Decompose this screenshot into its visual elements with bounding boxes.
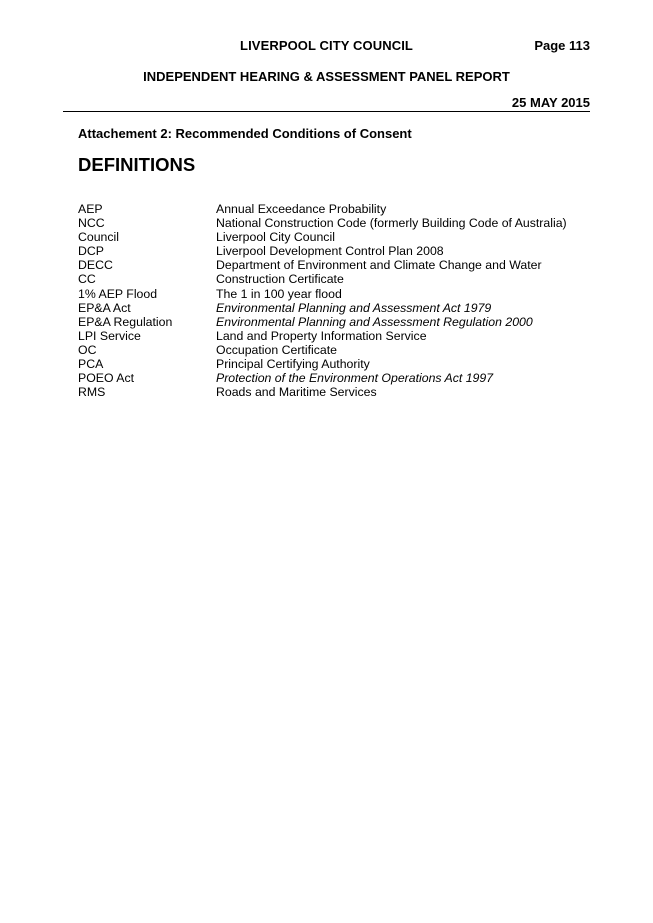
definition-term: EP&A Act — [78, 300, 131, 315]
definition-meaning: The 1 in 100 year flood — [216, 286, 342, 301]
definition-meaning: Annual Exceedance Probability — [216, 202, 387, 216]
definitions-list — [78, 202, 590, 399]
definition-row — [78, 244, 590, 258]
definition-meaning: Environmental Planning and Assessment Regulation 2000 — [216, 314, 533, 329]
definition-meaning: Roads and Maritime Services — [216, 385, 377, 400]
definition-row — [78, 343, 590, 357]
definition-row — [78, 385, 590, 399]
header-page-number: Page 113 — [534, 38, 590, 53]
header-report-title: INDEPENDENT HEARING & ASSESSMENT PANEL REPORT — [143, 69, 510, 84]
definition-term: POEO Act — [78, 371, 135, 386]
definition-term: LPI Service — [78, 328, 141, 343]
definition-row — [78, 329, 590, 343]
header-council-name: LIVERPOOL CITY COUNCIL — [240, 38, 413, 53]
definition-row — [78, 258, 590, 272]
definition-term: AEP — [78, 202, 103, 216]
definition-row — [78, 371, 590, 385]
definition-term: DCP — [78, 244, 104, 259]
definition-meaning: Liverpool Development Control Plan 2008 — [216, 244, 444, 259]
definition-term: Council — [78, 230, 120, 245]
header-divider — [63, 111, 590, 112]
definition-row — [78, 301, 590, 315]
definition-term: PCA — [78, 357, 104, 372]
definition-row — [78, 287, 590, 301]
definition-term: 1% AEP Flood — [78, 286, 158, 301]
definition-meaning: Liverpool City Council — [216, 230, 335, 245]
definition-row — [78, 272, 590, 286]
definition-term: RMS — [78, 385, 106, 400]
definition-term: OC — [78, 342, 97, 357]
header-date: 25 MAY 2015 — [511, 95, 590, 110]
definition-term: DECC — [78, 258, 113, 273]
definition-meaning: Construction Certificate — [216, 272, 344, 287]
definition-meaning: National Construction Code (formerly Building Code of Australia) — [216, 216, 567, 231]
definition-meaning: Principal Certifying Authority — [216, 357, 370, 372]
definition-term: CC — [78, 272, 96, 287]
definition-row — [78, 315, 590, 329]
definition-row — [78, 357, 590, 371]
attachment-title: Attachement 2: Recommended Conditions of Consent — [78, 126, 412, 141]
definition-meaning: Land and Property Information Service — [216, 328, 427, 343]
section-heading: DEFINITIONS — [78, 154, 196, 175]
definition-meaning: Protection of the Environment Operations Act 1997 — [216, 371, 494, 386]
definition-row — [78, 216, 590, 230]
definition-term: EP&A Regulation — [78, 314, 173, 329]
definition-row — [78, 202, 590, 216]
definition-meaning: Department of Environment and Climate Change and Water — [216, 258, 542, 273]
definition-meaning: Environmental Planning and Assessment Act 1979 — [216, 300, 492, 315]
definition-row — [78, 230, 590, 244]
definition-term: NCC — [78, 216, 105, 231]
definition-meaning: Occupation Certificate — [216, 342, 337, 357]
